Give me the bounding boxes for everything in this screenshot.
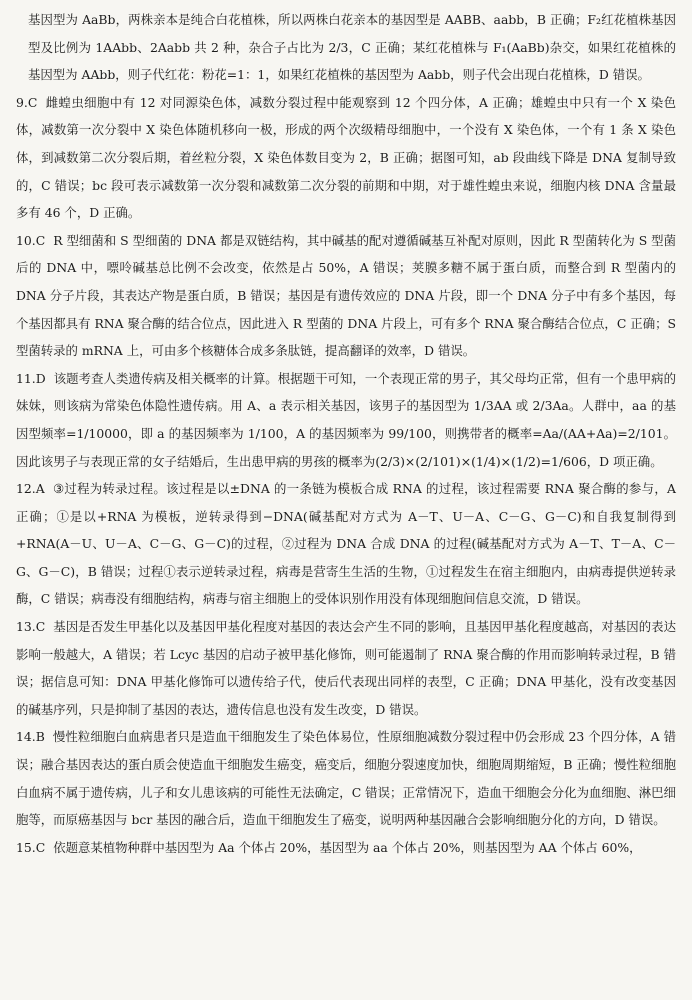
paragraph-text: 依题意某植物种群中基因型为 Aa 个体占 20%，基因型为 aa 个体占 20%，则基因型为 AA 个体占 60%， (53, 839, 642, 855)
answer-letter: B (35, 729, 45, 745)
question-number: 12. (16, 481, 36, 497)
question-12-explanation (16, 475, 676, 613)
paragraph-text: R 型细菌和 S 型细菌的 DNA 都是双链结构，其中碱基的配对遵循碱基互补配对原则，因此 R 型菌转化为 S 型菌后的 DNA 中，嘌呤碱基总比例不会改变，依然是占 50%，A 错误；荚膜多糖不属于蛋白质，而整合到 R 型菌内的 DNA 分子片段，其表达产物是蛋白质，B 错误；基因是有遗传效应的 DNA 片段，即一个 DNA 分子中有多个基因，每个基因都具有 RNA 聚合酶的结合位点，因此进入 R 型菌的 DNA 片段上，可有多个 RNA 聚合酶结合位点，C 正确；S 型菌转录的 mRNA 上，可由多个核糖体合成多条肽链，提高翻译的效率，D 错误。 (16, 232, 676, 359)
question-15-explanation (16, 834, 676, 862)
answer-letter: C (35, 232, 46, 248)
paragraph-text: ③过程为转录过程。该过程是以±DNA 的一条链为模板合成 RNA 的过程，该过程需要 RNA 聚合酶的参与，A 正确；①是以+RNA 为模板，逆转录得到−DNA(碱基配对方式为 A－T、U－A、C－G、G－C)和自我复制得到+RNA(A－U、U－A、C－G、G－C)的过程，②过程为 DNA 合成 DNA 的过程(碱基配对方式为 A－T、T－A、C－G、G－C)，B 错误；过程①表示逆转录过程，病毒是营寄生生活的生物，①过程发生在宿主细胞内，由病毒提供逆转录酶，C 错误；病毒没有细胞结构，病毒与宿主细胞上的受体识别作用没有体现细胞间信息交流，D 错误。 (16, 481, 676, 607)
question-9-explanation (16, 89, 676, 227)
answer-letter: C (27, 94, 38, 110)
paragraph-text: 基因型为 AaBb，两株亲本是纯合白花植株，所以两株白花亲本的基因型是 AABB、aabb，B 正确；F₂红花植株基因型及比例为 1AAbb、2Aabb 共 2 种，杂合子占比为 2/3，C 正确；某红花植株与 F₁(AaBb)杂交，如果红花植株的基因型为 AAbb，则子代红花：粉花=1：1，如果红花植株的基因型为 Aabb，则子代会出现白花植株，D 错误。 (28, 12, 676, 83)
paragraph-text: 慢性粒细胞白血病患者只是造血干细胞发生了染色体易位，性原细胞减数分裂过程中仍会形成 23 个四分体，A 错误；融合基因表达的蛋白质会使造血干细胞发生癌变，癌变后，细胞分裂速度加快，细胞周期缩短，B 正确；慢性粒细胞白血病不属于遗传病，儿子和女儿患该病的可能性无法确定，C 错误；正常情况下，造血干细胞会分化为血细胞、淋巴细胞等，而原癌基因与 bcr 基因的融合后，造血干细胞发生了癌变，说明两种基因融合会影响细胞分化的方向，D 错误。 (16, 729, 676, 828)
question-11-explanation (16, 365, 676, 475)
paragraph-8-continued (28, 6, 676, 89)
question-number: 14. (16, 729, 36, 745)
question-number: 10. (16, 232, 36, 248)
answer-letter: C (35, 619, 46, 635)
question-number: 9. (16, 94, 28, 110)
question-number: 13. (16, 619, 36, 635)
question-number: 15. (16, 839, 36, 855)
question-13-explanation (16, 613, 676, 723)
paragraph-text: 雌蝗虫细胞中有 12 对同源染色体，减数分裂过程中能观察到 12 个四分体，A 正确；雄蝗虫中只有一个 X 染色体，减数第一次分裂中 X 染色体随机移向一极，形成的两个次级精母细胞中，一个没有 X 染色体，一个有 1 条 X 染色体，到减数第二次分裂后期，着丝粒分裂，X 染色体数目变为 2，B 正确；据图可知，ab 段曲线下降是 DNA 复制导致的，C 错误；bc 段可表示减数第一次分裂和减数第二次分裂的前期和中期，对于雄性蝗虫来说，细胞内核 DNA 含量最多有 46 个，D 正确。 (16, 94, 676, 221)
question-number: 11. (16, 370, 36, 386)
question-10-explanation (16, 227, 676, 365)
question-14-explanation (16, 723, 676, 833)
answer-letter: A (35, 481, 45, 497)
paragraph-text: 该题考查人类遗传病及相关概率的计算。根据题干可知，一个表现正常的男子，其父母均正常，但有一个患甲病的妹妹，则该病为常染色体隐性遗传病。用 A、a 表示相关基因，该男子的基因型为 1/3AA 或 2/3Aa。人群中，aa 的基因型频率=1/10000，即 a 的基因频率为 1/100，A 的基因频率为 99/100，则携带者的概率=Aa/(AA+Aa)=2/101。因此该男子与表现正常的女子结婚后，生出患甲病的男孩的概率为(2/3)×(2/101)×(1/4)×(1/2)=1/606，D 项正确。 (16, 370, 676, 469)
paragraph-text: 基因是否发生甲基化以及基因甲基化程度对基因的表达会产生不同的影响，且基因甲基化程度越高，对基因的表达影响一般越大，A 错误；若 Lcyc 基因的启动子被甲基化修饰，则可能遏制了 RNA 聚合酶的作用而影响转录过程，B 错误；据信息可知：DNA 甲基化修饰可以遗传给子代，使后代表现出同样的表型，C 正确；DNA 甲基化，没有改变基因的碱基序列，只是抑制了基因的表达，遗传信息也没有发生改变，D 错误。 (16, 619, 676, 717)
answer-letter: D (35, 370, 46, 386)
answer-letter: C (35, 839, 46, 855)
